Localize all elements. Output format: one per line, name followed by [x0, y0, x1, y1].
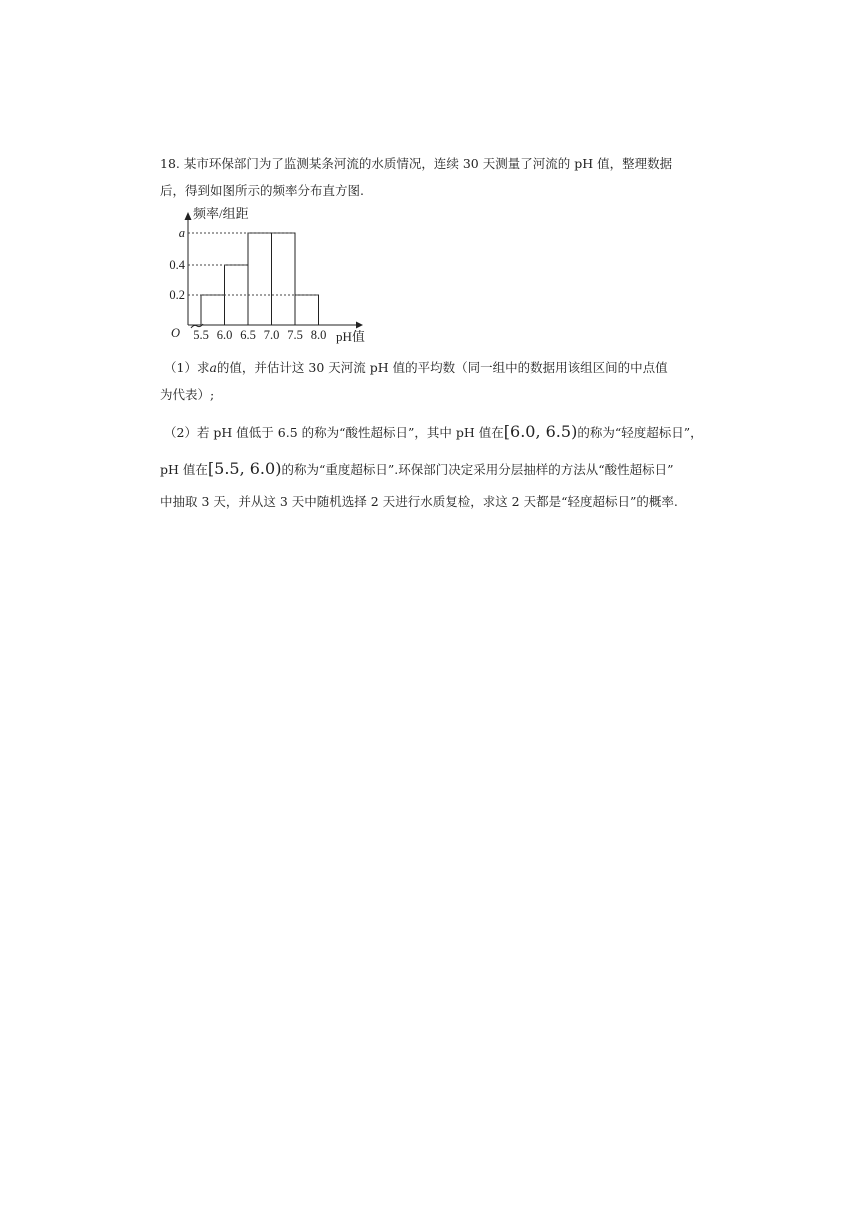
y-tick-label: 0.4: [169, 258, 185, 272]
x-tick-label: 5.5: [193, 328, 209, 342]
x-tick-label: 8.0: [310, 328, 327, 342]
origin-label: O: [171, 326, 181, 340]
y-axis-arrow: [185, 212, 192, 220]
part1-line-1: [160, 354, 720, 381]
interval-severe: [5.5, 6.0): [207, 459, 282, 478]
histogram-bar: [295, 295, 319, 325]
part2-text-c: pH 值在: [160, 462, 208, 477]
problem-intro-1: 某市环保部门为了监测某条河流的水质情况，连续 30 天测量了河流的 pH 值，整理数据: [183, 156, 673, 171]
y-tick-label: a: [178, 226, 185, 240]
x-tick-label: 6.0: [216, 328, 233, 342]
part2-text-a: （2）若 pH 值低于 6.5 的称为“酸性超标日”，其中 pH 值在: [164, 425, 504, 440]
part2-line-1: [160, 414, 720, 451]
frequency-histogram: [158, 200, 388, 350]
intro-line-2: 后，得到如图所示的频率分布直方图.: [160, 183, 364, 198]
intro-line-1: [160, 150, 720, 177]
histogram-svg: [158, 200, 388, 350]
part2-line-2: [160, 451, 720, 488]
histogram-bar: [201, 295, 225, 325]
x-tick-label: 6.5: [240, 328, 256, 342]
part1-text-b: 的值，并估计这 30 天河流 pH 值的平均数（同一组中的数据用该组区间的中点值: [216, 360, 668, 375]
problem-number: 18.: [160, 156, 180, 171]
part2-line-3: 中抽取 3 天，并从这 3 天中随机选择 2 天进行水质复检，求这 2 天都是“轻度超标日”的概率.: [160, 494, 678, 509]
histogram-bar: [248, 233, 272, 325]
part1-text-a: （1）求: [164, 360, 210, 375]
x-tick-label: 7.5: [287, 328, 303, 342]
part2-text-b: 的称为“轻度超标日”，: [577, 425, 703, 440]
x-axis-arrow: [356, 322, 363, 329]
y-tick-label: 0.2: [169, 288, 185, 302]
part1-line-2: 为代表）;: [160, 387, 215, 402]
x-axis-label: pH值: [336, 329, 365, 344]
interval-mild: [6.0, 6.5): [503, 422, 578, 441]
part2-text-d: 的称为“重度超标日”.环保部门决定采用分层抽样的方法从“酸性超标日”: [281, 462, 674, 477]
part1-variable: a: [209, 360, 217, 375]
y-axis-label: 频率/组距: [193, 206, 249, 221]
x-tick-label: 7.0: [263, 328, 280, 342]
histogram-bar: [272, 233, 296, 325]
